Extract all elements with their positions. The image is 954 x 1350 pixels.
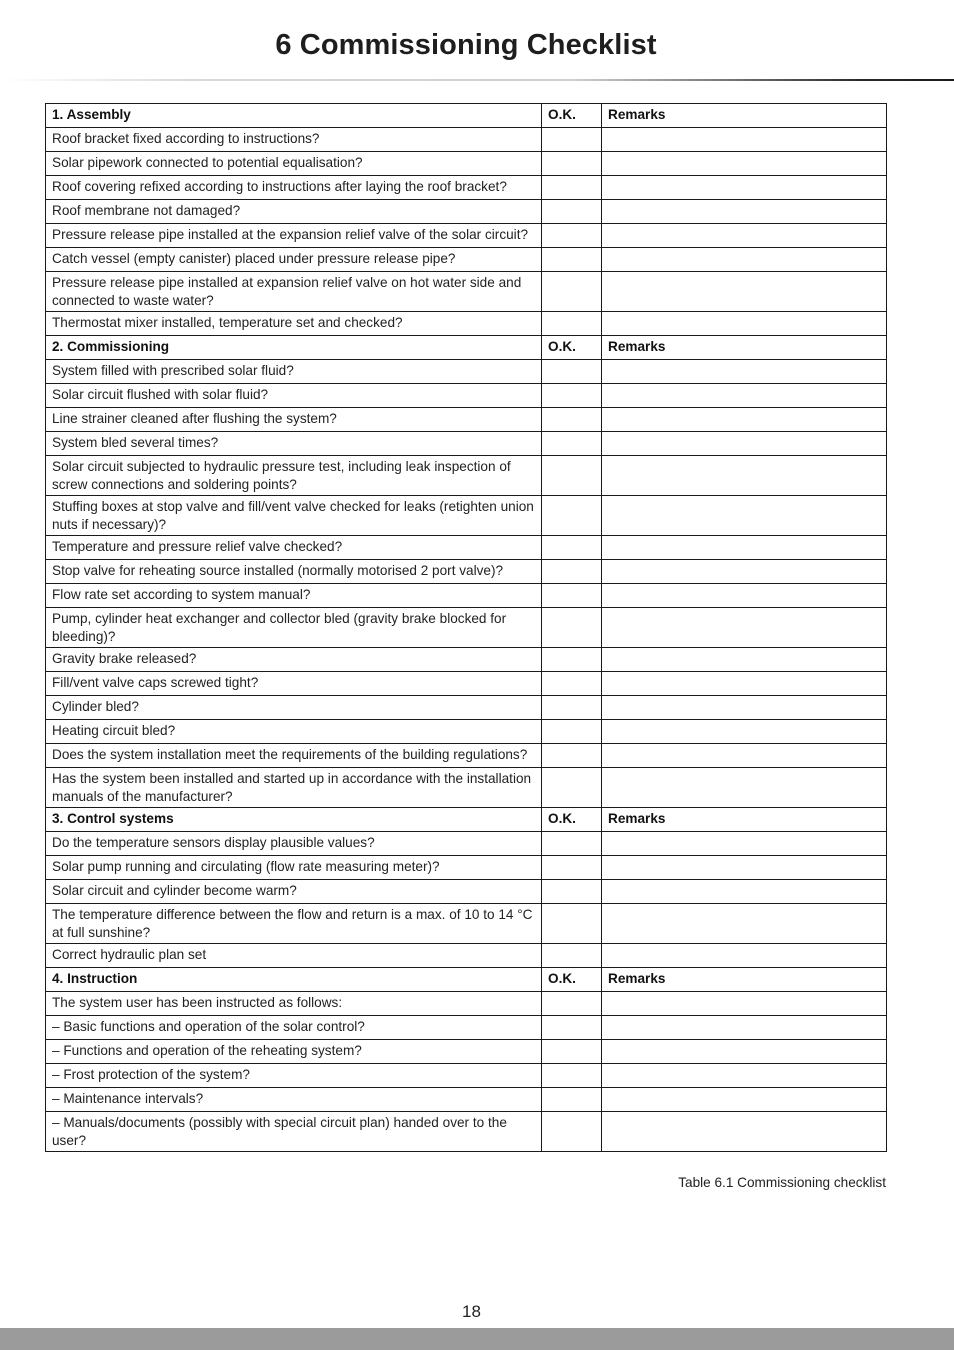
checklist-row: [46, 1040, 887, 1064]
remarks-cell[interactable]: [602, 1088, 887, 1112]
checklist-row: [46, 1016, 887, 1040]
checklist-row: [46, 272, 887, 312]
remarks-cell[interactable]: [602, 432, 887, 456]
ok-cell[interactable]: [542, 560, 602, 584]
checklist-item-text: Does the system installation meet the requirements of the building regulations?: [46, 744, 542, 768]
ok-cell[interactable]: [542, 832, 602, 856]
checklist-item-text: – Frost protection of the system?: [46, 1064, 542, 1088]
checklist-row: [46, 696, 887, 720]
checklist-item-text: System bled several times?: [46, 432, 542, 456]
checklist-item-text: Cylinder bled?: [46, 696, 542, 720]
checklist-item-text: Stop valve for reheating source installed (normally motorised 2 port valve)?: [46, 560, 542, 584]
remarks-column-header: Remarks: [602, 336, 887, 360]
remarks-cell[interactable]: [602, 584, 887, 608]
ok-cell[interactable]: [542, 432, 602, 456]
ok-cell[interactable]: [542, 200, 602, 224]
checklist-item-text: Solar pipework connected to potential equalisation?: [46, 152, 542, 176]
remarks-cell[interactable]: [602, 272, 887, 312]
ok-cell[interactable]: [542, 608, 602, 648]
remarks-cell[interactable]: [602, 456, 887, 496]
ok-cell[interactable]: [542, 904, 602, 944]
remarks-column-header: Remarks: [602, 808, 887, 832]
ok-cell[interactable]: [542, 944, 602, 968]
remarks-cell[interactable]: [602, 1016, 887, 1040]
page-title: 6 Commissioning Checklist: [275, 29, 657, 61]
checklist-row: [46, 536, 887, 560]
remarks-cell[interactable]: [602, 856, 887, 880]
ok-cell[interactable]: [542, 768, 602, 808]
checklist-item-text: Thermostat mixer installed, temperature set and checked?: [46, 312, 542, 336]
section-header-row: [46, 104, 887, 128]
checklist-item-text: Roof bracket fixed according to instructions?: [46, 128, 542, 152]
checklist-item-text: Solar circuit and cylinder become warm?: [46, 880, 542, 904]
checklist-row: [46, 944, 887, 968]
ok-cell[interactable]: [542, 696, 602, 720]
checklist-row: [46, 224, 887, 248]
ok-cell[interactable]: [542, 1088, 602, 1112]
ok-cell[interactable]: [542, 536, 602, 560]
remarks-cell[interactable]: [602, 248, 887, 272]
checklist-row: [46, 1064, 887, 1088]
remarks-cell[interactable]: [602, 536, 887, 560]
checklist-row: [46, 176, 887, 200]
checklist-row: [46, 648, 887, 672]
remarks-cell[interactable]: [602, 384, 887, 408]
section-heading: 3. Control systems: [46, 808, 542, 832]
checklist-item-text: Heating circuit bled?: [46, 720, 542, 744]
ok-cell[interactable]: [542, 128, 602, 152]
ok-cell[interactable]: [542, 312, 602, 336]
section-header-row: [46, 336, 887, 360]
checklist-item-text: Flow rate set according to system manual?: [46, 584, 542, 608]
ok-cell[interactable]: [542, 880, 602, 904]
checklist-row: [46, 128, 887, 152]
checklist-row: [46, 744, 887, 768]
remarks-cell[interactable]: [602, 1040, 887, 1064]
checklist-row: [46, 768, 887, 808]
remarks-cell[interactable]: [602, 360, 887, 384]
remarks-cell[interactable]: [602, 224, 887, 248]
checklist-row: [46, 360, 887, 384]
table-caption: Table 6.1 Commissioning checklist: [678, 1175, 886, 1190]
checklist-row: [46, 152, 887, 176]
remarks-cell[interactable]: [602, 648, 887, 672]
section-header-row: [46, 968, 887, 992]
ok-column-header: O.K.: [542, 808, 602, 832]
checklist-item-text: Pressure release pipe installed at expansion relief valve on hot water side and connected to waste water?: [46, 272, 542, 312]
ok-cell[interactable]: [542, 672, 602, 696]
checklist-row: [46, 856, 887, 880]
checklist-item-text: – Maintenance intervals?: [46, 1088, 542, 1112]
ok-cell[interactable]: [542, 744, 602, 768]
checklist-item-text: – Basic functions and operation of the solar control?: [46, 1016, 542, 1040]
checklist-row: [46, 584, 887, 608]
remarks-cell[interactable]: [602, 744, 887, 768]
checklist-row: [46, 992, 887, 1016]
checklist-row: [46, 560, 887, 584]
remarks-cell[interactable]: [602, 1064, 887, 1088]
checklist-row: [46, 880, 887, 904]
ok-cell[interactable]: [542, 1016, 602, 1040]
ok-column-header: O.K.: [542, 336, 602, 360]
checklist-item-text: Has the system been installed and started up in accordance with the installation manuals of the manufacturer?: [46, 768, 542, 808]
checklist-item-text: Roof membrane not damaged?: [46, 200, 542, 224]
ok-cell[interactable]: [542, 584, 602, 608]
remarks-cell[interactable]: [602, 200, 887, 224]
remarks-cell[interactable]: [602, 944, 887, 968]
section-heading: 4. Instruction: [46, 968, 542, 992]
checklist-item-text: Solar pump running and circulating (flow rate measuring meter)?: [46, 856, 542, 880]
remarks-cell[interactable]: [602, 560, 887, 584]
ok-cell[interactable]: [542, 992, 602, 1016]
ok-cell[interactable]: [542, 648, 602, 672]
ok-column-header: O.K.: [542, 104, 602, 128]
checklist-item-text: Stuffing boxes at stop valve and fill/vent valve checked for leaks (retighten union nuts if necessary)?: [46, 496, 542, 536]
commissioning-checklist-table: [45, 103, 887, 1152]
remarks-cell[interactable]: [602, 408, 887, 432]
checklist-body: [46, 104, 887, 1152]
section-header-row: [46, 808, 887, 832]
remarks-cell[interactable]: [602, 128, 887, 152]
ok-cell[interactable]: [542, 152, 602, 176]
remarks-cell[interactable]: [602, 152, 887, 176]
checklist-item-text: Roof covering refixed according to instructions after laying the roof bracket?: [46, 176, 542, 200]
remarks-cell[interactable]: [602, 672, 887, 696]
checklist-item-text: Fill/vent valve caps screwed tight?: [46, 672, 542, 696]
ok-column-header: O.K.: [542, 968, 602, 992]
remarks-cell[interactable]: [602, 608, 887, 648]
remarks-cell[interactable]: [602, 832, 887, 856]
checklist-item-text: Pressure release pipe installed at the expansion relief valve of the solar circuit?: [46, 224, 542, 248]
ok-cell[interactable]: [542, 360, 602, 384]
ok-cell[interactable]: [542, 496, 602, 536]
checklist-item-text: Temperature and pressure relief valve checked?: [46, 536, 542, 560]
remarks-cell[interactable]: [602, 720, 887, 744]
checklist-row: [46, 1112, 887, 1152]
checklist-row: [46, 384, 887, 408]
remarks-cell[interactable]: [602, 496, 887, 536]
remarks-cell[interactable]: [602, 696, 887, 720]
remarks-cell[interactable]: [602, 904, 887, 944]
checklist-row: [46, 408, 887, 432]
checklist-row: [46, 312, 887, 336]
ok-cell[interactable]: [542, 856, 602, 880]
checklist-item-text: – Manuals/documents (possibly with special circuit plan) handed over to the user?: [46, 1112, 542, 1152]
section-heading: 1. Assembly: [46, 104, 542, 128]
checklist-item-text: – Functions and operation of the reheating system?: [46, 1040, 542, 1064]
checklist-row: [46, 608, 887, 648]
checklist-item-text: Gravity brake released?: [46, 648, 542, 672]
checklist-item-text: System filled with prescribed solar fluid?: [46, 360, 542, 384]
checklist-item-text: The temperature difference between the flow and return is a max. of 10 to 14 °C at full sunshine?: [46, 904, 542, 944]
ok-cell[interactable]: [542, 176, 602, 200]
ok-cell[interactable]: [542, 1040, 602, 1064]
remarks-cell[interactable]: [602, 880, 887, 904]
remarks-cell[interactable]: [602, 176, 887, 200]
section-heading: 2. Commissioning: [46, 336, 542, 360]
checklist-row: [46, 248, 887, 272]
ok-cell[interactable]: [542, 408, 602, 432]
checklist-row: [46, 720, 887, 744]
remarks-cell[interactable]: [602, 992, 887, 1016]
checklist-item-text: Correct hydraulic plan set: [46, 944, 542, 968]
remarks-column-header: Remarks: [602, 968, 887, 992]
checklist-row: [46, 672, 887, 696]
remarks-cell[interactable]: [602, 312, 887, 336]
remarks-cell[interactable]: [602, 1112, 887, 1152]
checklist-item-text: Pump, cylinder heat exchanger and collector bled (gravity brake blocked for bleeding)?: [46, 608, 542, 648]
checklist-row: [46, 832, 887, 856]
checklist-row: [46, 200, 887, 224]
checklist-item-text: Line strainer cleaned after flushing the system?: [46, 408, 542, 432]
ok-cell[interactable]: [542, 456, 602, 496]
remarks-column-header: Remarks: [602, 104, 887, 128]
ok-cell[interactable]: [542, 224, 602, 248]
ok-cell[interactable]: [542, 1064, 602, 1088]
title-divider: [0, 79, 954, 81]
checklist-row: [46, 496, 887, 536]
checklist-item-text: Do the temperature sensors display plausible values?: [46, 832, 542, 856]
ok-cell[interactable]: [542, 272, 602, 312]
checklist-row: [46, 1088, 887, 1112]
ok-cell[interactable]: [542, 720, 602, 744]
checklist-item-text: Catch vessel (empty canister) placed under pressure release pipe?: [46, 248, 542, 272]
checklist-row: [46, 904, 887, 944]
page-number: 18: [462, 1302, 481, 1321]
checklist-item-text: Solar circuit subjected to hydraulic pressure test, including leak inspection of screw connections and soldering points?: [46, 456, 542, 496]
ok-cell[interactable]: [542, 1112, 602, 1152]
checklist-item-text: The system user has been instructed as follows:: [46, 992, 542, 1016]
remarks-cell[interactable]: [602, 768, 887, 808]
ok-cell[interactable]: [542, 248, 602, 272]
checklist-item-text: Solar circuit flushed with solar fluid?: [46, 384, 542, 408]
footer-bar: [0, 1328, 954, 1350]
checklist-row: [46, 432, 887, 456]
checklist-row: [46, 456, 887, 496]
ok-cell[interactable]: [542, 384, 602, 408]
